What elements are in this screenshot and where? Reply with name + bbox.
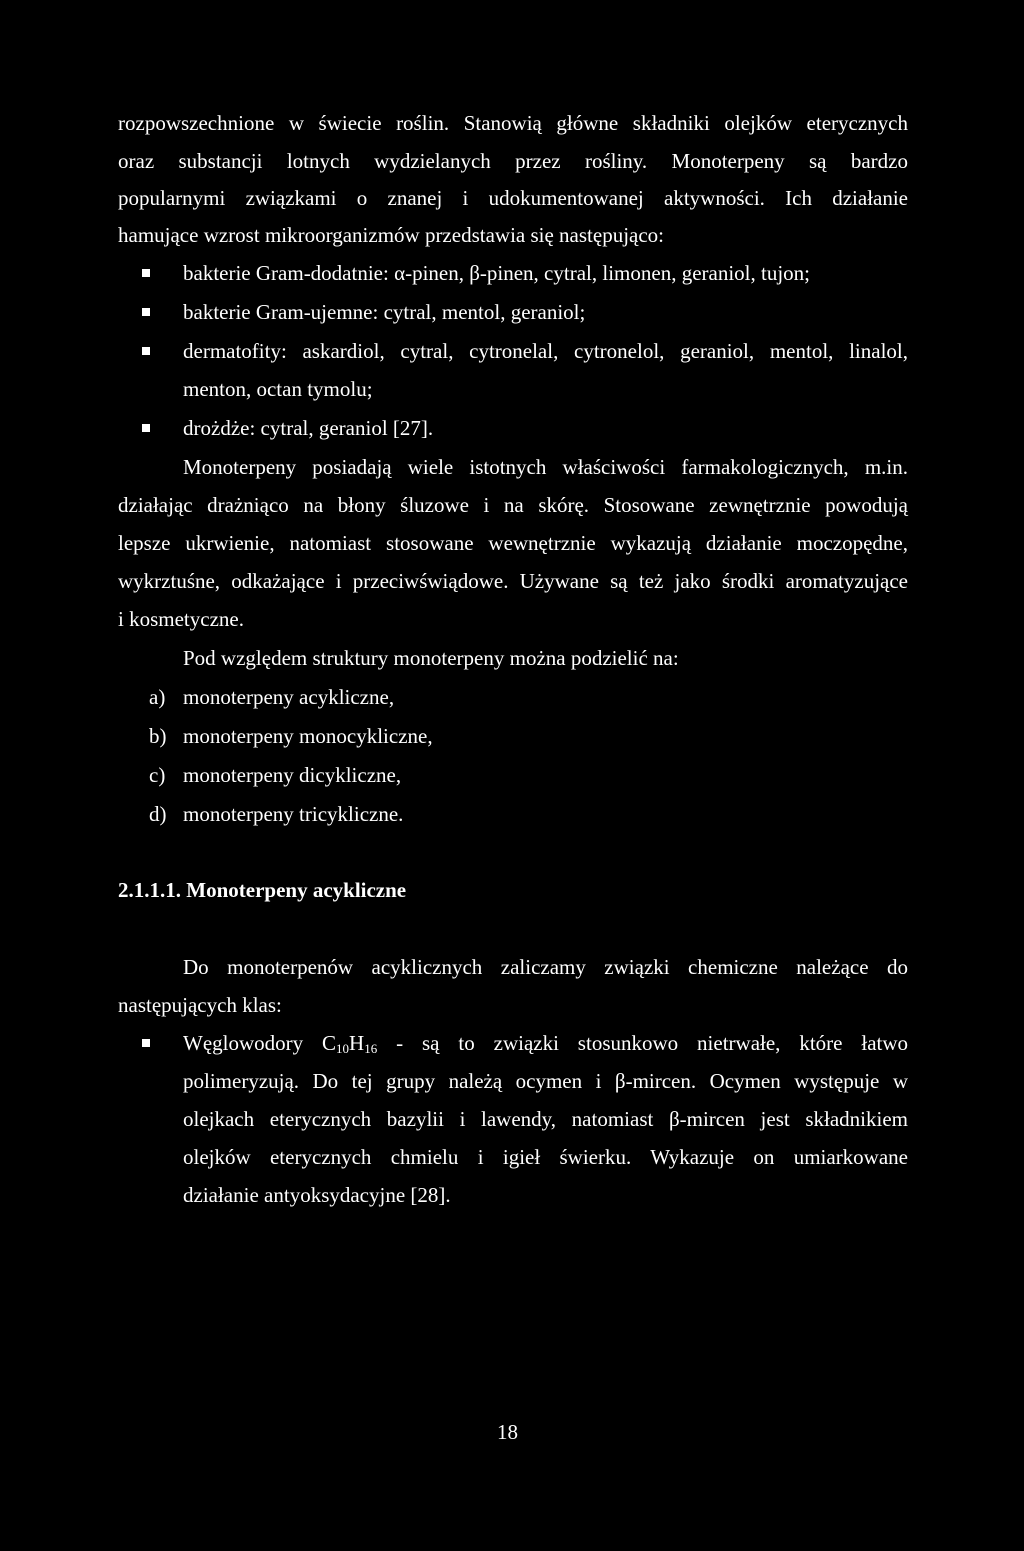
hydrocarbons-formula: Węglowodory $C_{10}H_{16}$	[183, 1031, 378, 1056]
pharma-line-3: lepsze ukrwienie, natomiast stosowane wewnętrznie wykazują działanie moczopędne,	[118, 531, 908, 555]
pharma-line-4: wykrztuśne, odkażające i przeciwświądowe. Używane są też jako środki aromatyzujące	[118, 569, 908, 593]
pharma-line-5: i kosmetyczne.	[118, 607, 244, 631]
intro-line-2: oraz substancji lotnych wydzielanych przez rośliny. Monoterpeny są bardzo	[118, 149, 908, 173]
intro-line-4: hamujące wzrost mikroorganizmów przedstawia się następująco:	[118, 223, 665, 247]
list-item: monoterpeny dicykliczne,	[183, 763, 402, 787]
acyclic-line-2: następujących klas:	[118, 993, 282, 1017]
section-number: 2.1.1.1.	[118, 878, 181, 902]
list-label: b)	[149, 724, 167, 748]
intro-line-1: rozpowszechnione w świecie roślin. Stanowią główne składniki olejków eterycznych	[118, 111, 908, 135]
structure-intro: Pod względem struktury monoterpeny można podzielić na:	[183, 646, 679, 670]
acyclic-line-1: Do monoterpenów acyklicznych zaliczamy związki chemiczne należące do	[183, 955, 908, 979]
intro-line-3: popularnymi związkami o znanej i udokumentowanej aktywności. Ich działanie	[118, 186, 908, 210]
bullet-marker	[142, 269, 150, 277]
bullet-marker	[142, 308, 150, 316]
hydrocarbons-line-3: olejkach eterycznych bazylii i lawendy, natomiast β-mircen jest składnikiem	[183, 1107, 908, 1131]
activity-item-gram-negative: bakterie Gram-ujemne: cytral, mentol, geraniol;	[183, 300, 586, 324]
bullet-marker	[142, 347, 150, 355]
pharma-line-1: Monoterpeny posiadają wiele istotnych właściwości farmakologicznych, m.in.	[183, 455, 908, 479]
hydrocarbons-line-1	[183, 1033, 908, 1054]
activity-item-dermatophytes: dermatofity: askardiol, cytral, cytronelal, cytronelol, geraniol, mentol, linalol,	[183, 339, 908, 363]
activity-item-dermatophytes-cont: menton, octan tymolu;	[183, 377, 373, 401]
page-number: 18	[497, 1420, 518, 1444]
list-item: monoterpeny monocykliczne,	[183, 724, 433, 748]
bullet-marker	[142, 424, 150, 432]
activity-item-yeasts: drożdże: cytral, geraniol [27].	[183, 416, 434, 440]
list-item: monoterpeny tricykliczne.	[183, 802, 404, 826]
bullet-marker	[142, 1039, 150, 1047]
list-label: d)	[149, 802, 167, 826]
section-heading	[118, 880, 908, 901]
hydrocarbons-line-4: olejków eterycznych chmielu i igieł świerku. Wykazuje on umiarkowane	[183, 1145, 908, 1169]
pharma-line-2: działając drażniąco na błony śluzowe i na skórę. Stosowane zewnętrznie powodują	[118, 493, 908, 517]
list-item: monoterpeny acykliczne,	[183, 685, 395, 709]
section-title: Monoterpeny acykliczne	[186, 878, 407, 902]
list-label: c)	[149, 763, 166, 787]
hydrocarbons-line-2: polimeryzują. Do tej grupy należą ocymen i β-mircen. Ocymen występuje w	[183, 1069, 908, 1093]
hydrocarbons-line-5: działanie antyoksydacyjne [28].	[183, 1183, 451, 1207]
hydrocarbons-line-1-rest: - są to związki stosunkowo nietrwałe, które łatwo	[396, 1031, 909, 1055]
list-label: a)	[149, 685, 166, 709]
activity-item-gram-positive: bakterie Gram-dodatnie: α-pinen, β-pinen, cytral, limonen, geraniol, tujon;	[183, 261, 810, 285]
